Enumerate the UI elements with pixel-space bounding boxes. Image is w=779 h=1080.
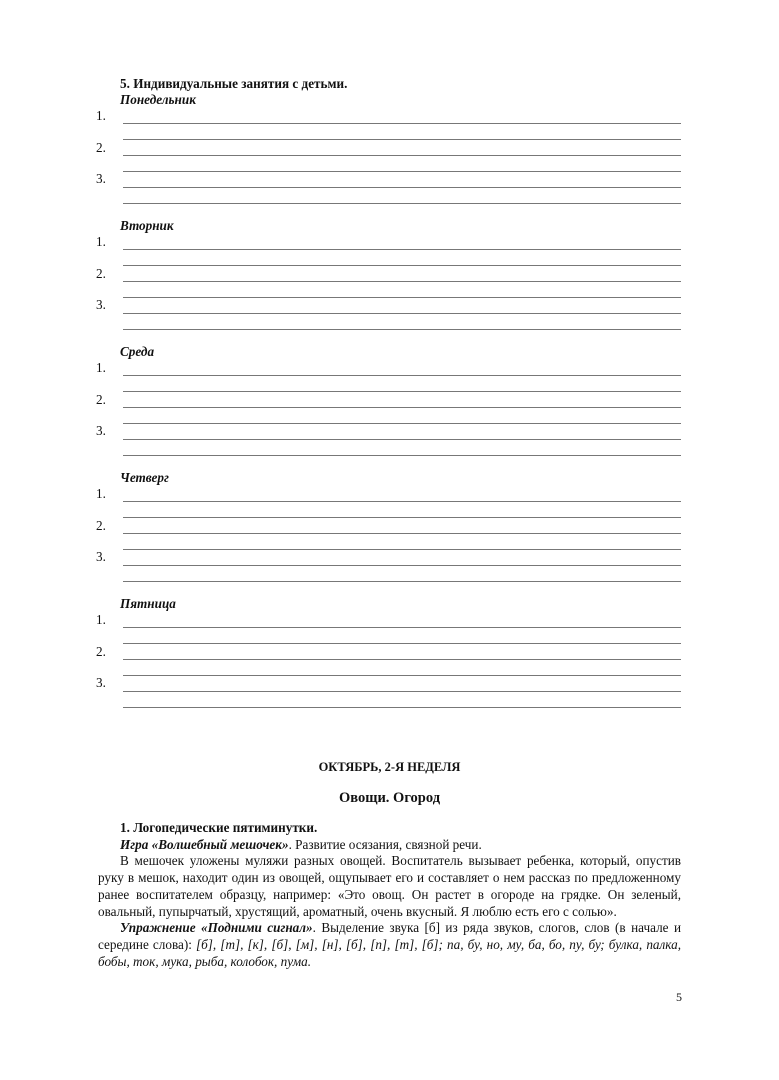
writing-line[interactable] bbox=[123, 123, 681, 124]
writing-line[interactable] bbox=[123, 675, 681, 676]
writing-line[interactable] bbox=[123, 265, 681, 266]
item-number: 1. bbox=[96, 486, 106, 501]
page-number: 5 bbox=[676, 990, 682, 1004]
day-block bbox=[0, 470, 779, 596]
game-goal: . Развитие осязания, связной речи. bbox=[288, 836, 482, 852]
writing-line[interactable] bbox=[123, 659, 681, 660]
writing-line[interactable] bbox=[123, 439, 681, 440]
day-name: Пятница bbox=[120, 596, 176, 611]
exercise-text: . Выделение звука [б] из ряда звуков, слогов, слов (в начале и середине слова): bbox=[98, 920, 681, 952]
writing-line[interactable] bbox=[123, 627, 681, 628]
item-title: 1. Логопедические пятиминутки. bbox=[120, 820, 318, 835]
day-name: Понедельник bbox=[120, 92, 196, 107]
item-number: 2. bbox=[96, 139, 106, 155]
body-text bbox=[98, 820, 681, 970]
item-number: 3. bbox=[96, 423, 106, 438]
writing-line[interactable] bbox=[123, 455, 681, 456]
item-number: 2. bbox=[96, 517, 106, 533]
topic-heading: Овощи. Огород bbox=[338, 790, 441, 806]
item-number: 2. bbox=[96, 643, 106, 659]
writing-line[interactable] bbox=[123, 517, 681, 518]
day-block bbox=[0, 92, 779, 218]
writing-line[interactable] bbox=[123, 533, 681, 534]
exercise-paragraph bbox=[98, 920, 681, 970]
writing-line[interactable] bbox=[123, 329, 681, 330]
section-title: 5. Индивидуальные занятия с детьми. bbox=[120, 76, 348, 91]
writing-line[interactable] bbox=[123, 549, 681, 550]
game-description: В мешочек уложены муляжи разных овощей. Воспитатель вызывает ребенка, который, опустив руку в мешок, находит один из овощей, ощупывает его и составляет о нем рассказ по предложенному ранее воспитателем образцу, например: «Это овощ. Он растет в огороде на грядке. Он зеленый, овальный, пупырчатый, хрустящий, ароматный, очень вкусный. Я люблю есть его с солью». bbox=[98, 853, 681, 919]
item-number: 3. bbox=[96, 675, 106, 690]
day-name: Среда bbox=[120, 344, 155, 359]
game-title: Игра «Волшебный мешочек» bbox=[120, 836, 289, 852]
writing-line[interactable] bbox=[123, 297, 681, 298]
writing-line[interactable] bbox=[123, 171, 681, 172]
item-number: 1. bbox=[96, 612, 106, 627]
writing-line[interactable] bbox=[123, 501, 681, 502]
writing-line[interactable] bbox=[123, 249, 681, 250]
writing-line[interactable] bbox=[123, 203, 681, 204]
writing-line[interactable] bbox=[123, 643, 681, 644]
writing-line[interactable] bbox=[123, 155, 681, 156]
item-number: 3. bbox=[96, 549, 106, 564]
day-block bbox=[0, 344, 779, 470]
item-number: 2. bbox=[96, 265, 106, 281]
writing-line[interactable] bbox=[123, 565, 681, 566]
writing-line[interactable] bbox=[123, 707, 681, 708]
game-paragraph bbox=[98, 837, 681, 854]
day-block bbox=[0, 596, 779, 722]
writing-line[interactable] bbox=[123, 391, 681, 392]
week-heading: ОКТЯБРЬ, 2-Я НЕДЕЛЯ bbox=[318, 760, 461, 774]
item-number: 3. bbox=[96, 297, 106, 312]
item-number: 2. bbox=[96, 391, 106, 407]
writing-line[interactable] bbox=[123, 407, 681, 408]
writing-line[interactable] bbox=[123, 139, 681, 140]
writing-line[interactable] bbox=[123, 281, 681, 282]
exercise-title: Упражнение «Подними сигнал» bbox=[120, 920, 313, 936]
writing-line[interactable] bbox=[123, 423, 681, 424]
day-name: Вторник bbox=[120, 218, 174, 233]
writing-line[interactable] bbox=[123, 187, 681, 188]
day-block bbox=[0, 218, 779, 344]
item-number: 1. bbox=[96, 234, 106, 249]
day-name: Четверг bbox=[120, 470, 169, 485]
writing-line[interactable] bbox=[123, 581, 681, 582]
item-number: 1. bbox=[96, 360, 106, 375]
writing-line[interactable] bbox=[123, 691, 681, 692]
item-number: 1. bbox=[96, 108, 106, 123]
writing-line[interactable] bbox=[123, 313, 681, 314]
item-number: 3. bbox=[96, 171, 106, 186]
writing-line[interactable] bbox=[123, 375, 681, 376]
exercise-items: [б], [т], [к], [б], [м], [н], [б], [п], [т], [б]; па, бу, но, му, ба, бо, пу, бу; булка, палка, бобы, ток, мука, рыба, колобок, пума. bbox=[98, 936, 681, 969]
